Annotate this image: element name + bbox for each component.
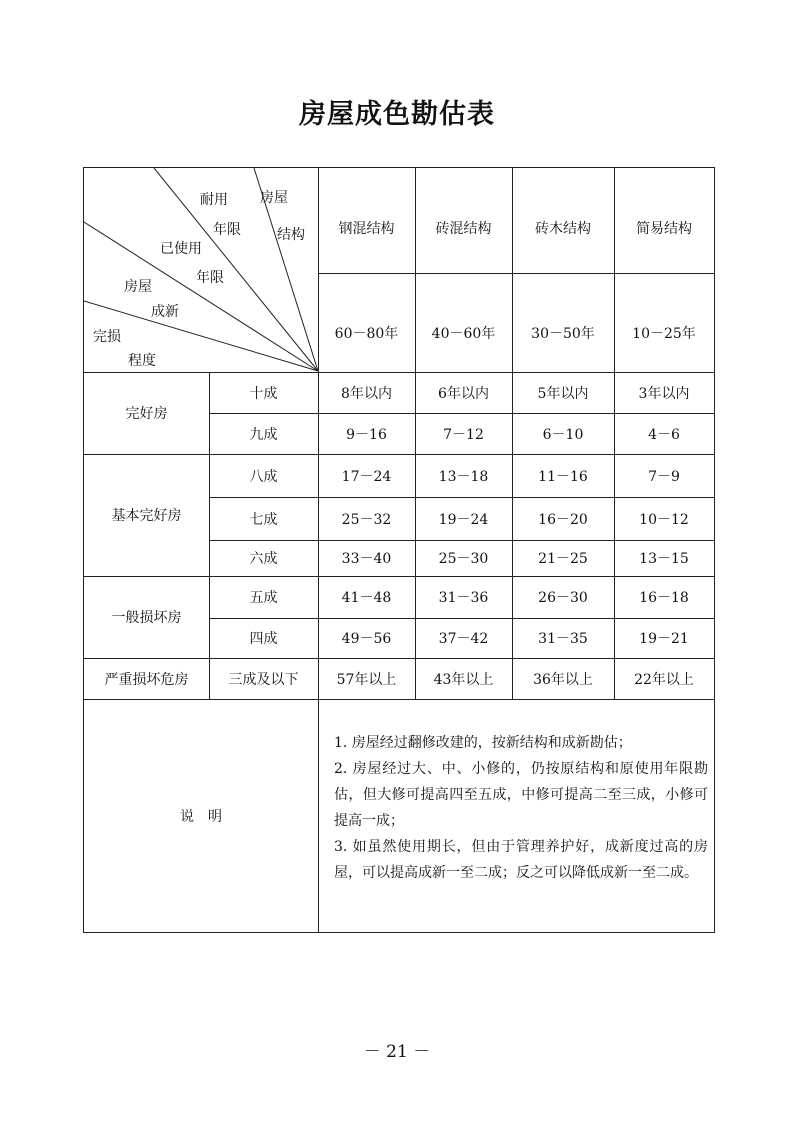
lifespan-brick-wood: 30－50年 xyxy=(531,326,595,342)
note-item-1: 1. 房屋经过翻修改建的，按新结构和成新勘估； xyxy=(334,735,632,751)
value-cell: 7－9 xyxy=(648,468,680,485)
diag-label-durable: 耐用 xyxy=(200,192,228,208)
lifespan-rc: 60－80年 xyxy=(334,326,399,342)
value-cell: 13－15 xyxy=(639,551,689,567)
grade-cell: 五成 xyxy=(249,590,278,606)
grade-cell: 四成 xyxy=(249,631,278,647)
diag-label-structure: 结构 xyxy=(277,227,305,243)
header-structure-brick-concrete: 砖混结构 xyxy=(435,221,492,237)
lifespan-simple: 10－25年 xyxy=(632,326,696,342)
group-severely-damaged: 严重损坏危房 xyxy=(104,671,189,688)
header-structure-rc: 钢混结构 xyxy=(338,221,395,237)
value-cell: 3年以内 xyxy=(638,385,690,402)
value-cell: 8年以内 xyxy=(341,385,392,402)
group-generally-damaged: 一般损坏房 xyxy=(111,610,182,626)
page-number: － 21 － xyxy=(363,1042,431,1062)
value-cell: 6－10 xyxy=(542,426,584,443)
value-cell: 19－24 xyxy=(438,511,489,528)
grade-cell: 十成 xyxy=(249,385,278,402)
diag-label-degree: 程度 xyxy=(128,353,156,369)
diag-label-house: 房屋 xyxy=(260,190,288,206)
value-cell: 19－21 xyxy=(639,631,689,647)
diag-label-used-years: 年限 xyxy=(196,270,224,286)
value-cell: 17－24 xyxy=(341,468,392,485)
value-cell: 6年以内 xyxy=(438,385,489,402)
diag-label-newness: 成新 xyxy=(151,304,179,320)
assessment-table xyxy=(83,167,715,933)
value-cell: 9－16 xyxy=(346,426,387,443)
value-cell: 41－48 xyxy=(341,590,392,606)
value-cell: 13－18 xyxy=(438,468,489,485)
value-cell: 26－30 xyxy=(538,590,588,606)
grade-cell: 七成 xyxy=(249,511,278,528)
value-cell: 57年以上 xyxy=(336,671,397,688)
notes-label: 说 明 xyxy=(180,808,222,825)
group-intact: 完好房 xyxy=(125,406,168,422)
value-cell: 4－6 xyxy=(648,426,680,443)
page-title: 房屋成色勘估表 xyxy=(299,99,495,130)
value-cell: 43年以上 xyxy=(433,671,494,688)
value-cell: 21－25 xyxy=(538,551,588,567)
diag-label-durable-years: 年限 xyxy=(213,222,241,238)
diag-label-condition: 完损 xyxy=(93,329,121,345)
grade-cell: 八成 xyxy=(249,468,278,485)
lifespan-brick-concrete: 40－60年 xyxy=(431,326,496,342)
value-cell: 25－30 xyxy=(438,551,489,567)
value-cell: 7－12 xyxy=(443,426,484,443)
grade-cell: 九成 xyxy=(249,426,278,443)
value-cell: 16－20 xyxy=(538,511,588,528)
value-cell: 49－56 xyxy=(341,631,392,647)
notes-content xyxy=(326,730,714,930)
diag-label-used: 已使用 xyxy=(160,241,202,257)
value-cell: 31－36 xyxy=(438,590,489,606)
diag-label-house-2: 房屋 xyxy=(124,279,152,295)
grade-cell: 三成及以下 xyxy=(228,671,299,688)
value-cell: 33－40 xyxy=(341,551,392,567)
value-cell: 31－35 xyxy=(538,631,588,647)
value-cell: 10－12 xyxy=(639,511,689,528)
value-cell: 5年以内 xyxy=(537,385,589,402)
header-structure-brick-wood: 砖木结构 xyxy=(535,221,591,237)
value-cell: 36年以上 xyxy=(533,671,593,688)
header-structure-simple: 简易结构 xyxy=(636,221,692,237)
value-cell: 22年以上 xyxy=(634,671,694,688)
value-cell: 16－18 xyxy=(639,590,689,606)
value-cell: 25－32 xyxy=(341,511,392,528)
value-cell: 37－42 xyxy=(438,631,489,647)
grade-cell: 六成 xyxy=(249,551,278,567)
group-basically-intact: 基本完好房 xyxy=(111,508,182,524)
value-cell: 11－16 xyxy=(538,468,588,485)
note-item-2: 2. 房屋经过大、中、小修的，仍按原结构和原使用年限勘估，但大修可提高四至五成，中修可提高二至三成，小修可提高一成； xyxy=(334,761,708,829)
note-item-3: 3. 如虽然使用期长，但由于管理养护好，成新度过高的房屋，可以提高成新一至二成；反之可以降低成新一至二成。 xyxy=(334,839,708,881)
